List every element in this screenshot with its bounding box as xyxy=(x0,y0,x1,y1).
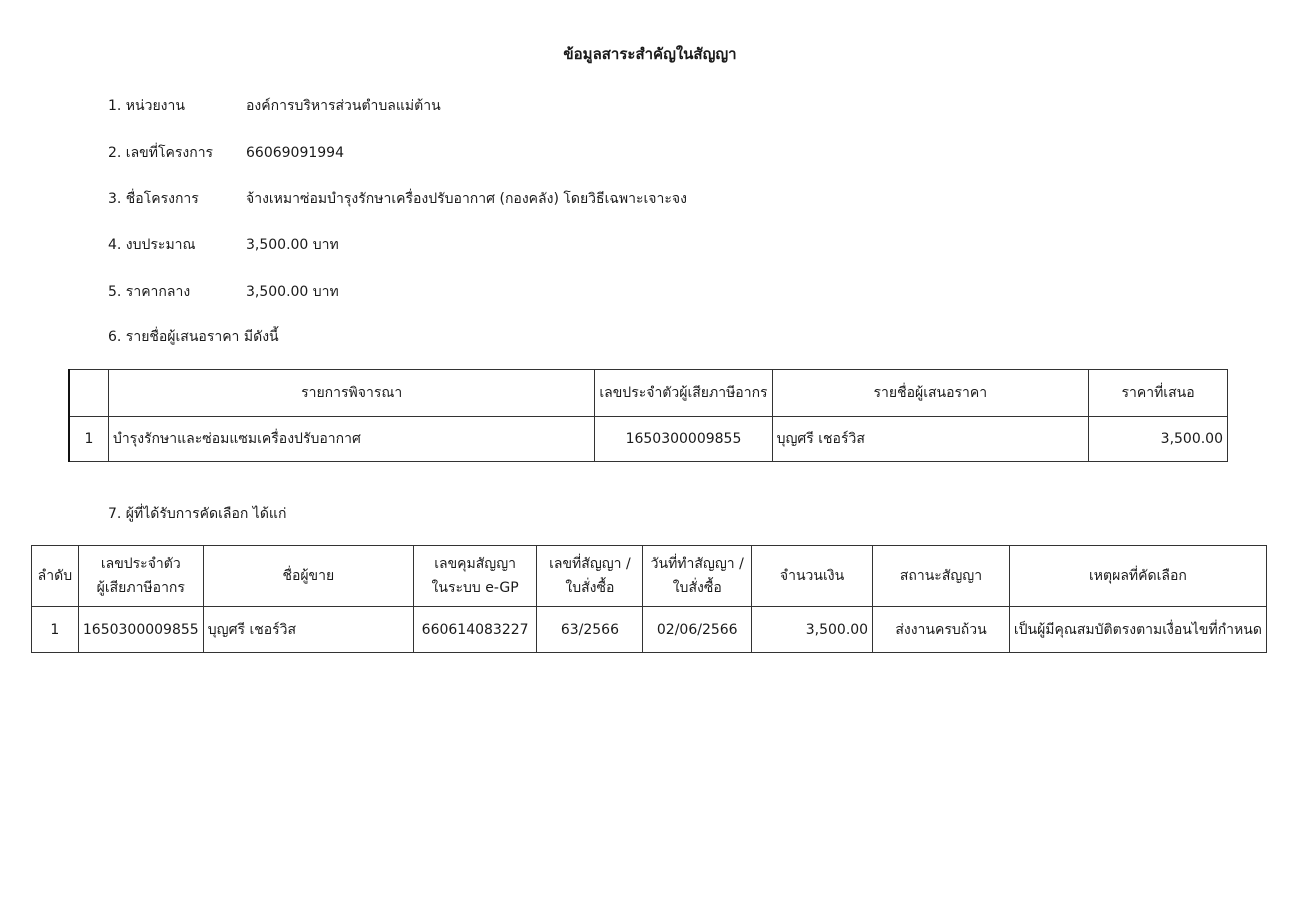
table-header-row xyxy=(32,546,1267,607)
column-header: รายชื่อผู้เสนอราคา xyxy=(772,370,1089,417)
info-label: 2. เลขที่โครงการ xyxy=(108,145,214,161)
table-row xyxy=(32,607,1267,653)
info-value: 3,500.00 บาท xyxy=(246,237,339,253)
column-header: เหตุผลที่คัดเลือก xyxy=(1009,546,1266,607)
column-header: เลขประจำตัว ผู้เสียภาษีอากร xyxy=(78,546,203,607)
column-header: เลขที่สัญญา / ใบสั่งซื้อ xyxy=(537,546,643,607)
cell-no: 1 xyxy=(32,607,79,653)
info-value: 3,500.00 บาท xyxy=(246,284,339,300)
info-value: จ้างเหมาซ่อมบำรุงรักษาเครื่องปรับอากาศ (กองคลัง) โดยวิธีเฉพาะเจาะจง xyxy=(246,191,687,207)
column-header: ชื่อผู้ขาย xyxy=(203,546,413,607)
bidders-table xyxy=(68,369,1228,462)
column-header: สถานะสัญญา xyxy=(873,546,1010,607)
cell-price: 3,500.00 xyxy=(1089,417,1228,462)
info-value: 66069091994 xyxy=(246,145,344,161)
column-header: ราคาที่เสนอ xyxy=(1089,370,1228,417)
cell-egp-number: 660614083227 xyxy=(413,607,537,653)
cell-contract-date: 02/06/2566 xyxy=(643,607,752,653)
info-label: 5. ราคากลาง xyxy=(108,284,191,300)
cell-tax-id: 1650300009855 xyxy=(78,607,203,653)
column-header xyxy=(69,370,108,417)
cell-reason: เป็นผู้มีคุณสมบัติตรงตามเงื่อนไขที่กำหนด xyxy=(1009,607,1266,653)
document-title: ข้อมูลสาระสำคัญในสัญญา xyxy=(563,45,737,63)
cell-item: บำรุงรักษาและซ่อมแซมเครื่องปรับอากาศ xyxy=(108,417,594,462)
column-header: เลขประจำตัวผู้เสียภาษีอากร xyxy=(595,370,772,417)
info-label: 1. หน่วยงาน xyxy=(108,98,185,114)
table-row xyxy=(69,417,1228,462)
column-header: รายการพิจารณา xyxy=(108,370,594,417)
table-header-row xyxy=(69,370,1228,417)
cell-bidder-name: บุญศรี เชอร์วิส xyxy=(772,417,1089,462)
column-header: ลำดับ xyxy=(32,546,79,607)
bidders-heading: 6. รายชื่อผู้เสนอราคา มีดังนี้ xyxy=(108,329,279,345)
info-label: 3. ชื่อโครงการ xyxy=(108,191,199,207)
column-header: จำนวนเงิน xyxy=(752,546,873,607)
cell-status: ส่งงานครบถ้วน xyxy=(873,607,1010,653)
cell-tax-id: 1650300009855 xyxy=(595,417,772,462)
selected-table xyxy=(31,545,1267,653)
column-header: วันที่ทำสัญญา / ใบสั่งซื้อ xyxy=(643,546,752,607)
cell-no: 1 xyxy=(69,417,108,462)
selected-heading: 7. ผู้ที่ได้รับการคัดเลือก ได้แก่ xyxy=(108,506,287,522)
cell-amount: 3,500.00 xyxy=(752,607,873,653)
info-label: 4. งบประมาณ xyxy=(108,237,196,253)
cell-seller: บุญศรี เชอร์วิส xyxy=(203,607,413,653)
column-header: เลขคุมสัญญา ในระบบ e-GP xyxy=(413,546,537,607)
info-value: องค์การบริหารส่วนตำบลแม่ต้าน xyxy=(246,98,441,114)
cell-contract-number: 63/2566 xyxy=(537,607,643,653)
